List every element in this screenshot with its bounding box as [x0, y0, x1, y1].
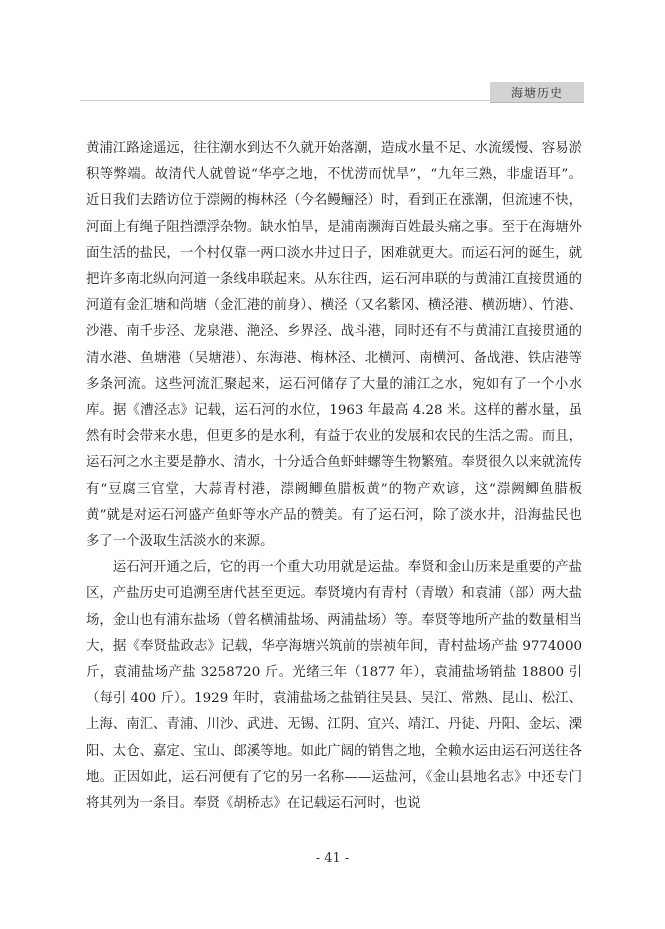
paragraph-1: 黄浦江路途遥远，往往潮水到达不久就开始落潮，造成水量不足、水流缓慢、容易淤积等弊端。故清代人就曾说“华亭之地，不忧涝而忧旱”，“九年三熟，非虚语耳”。近日我们去踏访位于漴阙的梅林泾（今名鳗鲡泾）时，看到正在涨潮，但流速不快，河面上有绳子阻挡漂浮杂物。缺水怕旱，是浦南濒海百姓最头痛之事。至于在海塘外面生活的盐民，一个村仅靠一两口淡水井过日子，困难就更大。而运石河的诞生，就把许多南北纵向河道一条线串联起来。从东往西，运石河串联的与黄浦江直接贯通的河道有金汇塘和尚塘（金汇港的前身）、横泾（又名紫冈、横泾港、横沥塘）、竹港、沙港、南千步泾、龙泉港、滟泾、乡界泾、战斗港，同时还有不与黄浦江直接贯通的清水港、鱼塘港（吴塘港）、东海港、梅林泾、北横河、南横河、备战港、铁店港等多条河流。这些河流汇聚起来，运石河储存了大量的浦江之水，宛如有了一个小水库。据《漕泾志》记载，运石河的水位，1963 年最高 4.28 米。这样的蓄水量，虽然有时会带来水患，但更多的是水利，有益于农业的发展和农民的生活之需。而且，运石河之水主要是静水、清水，十分适合鱼虾蚌螺等生物繁殖。奉贤很久以来就流传有“豆腐三官堂，大蒜青村港，漴阙鲫鱼腊板黄”的物产欢谚，这“漴阙鲫鱼腊板黄”就是对运石河盛产鱼虾等水产品的赞美。有了运石河，除了淡水井，沿海盐民也多了一个汲取生活淡水的来源。 [86, 141, 582, 550]
section-title-tab [490, 82, 584, 103]
page-number: - 41 - [315, 851, 350, 866]
body-text [86, 136, 582, 817]
paragraph-2: 运石河开通之后，它的再一个重大功用就是运盐。奉贤和金山历来是重要的产盐区，产盐历史可追溯至唐代甚至更远。奉贤境内有青村（青墩）和袁浦（部）两大盐场，金山也有浦东盐场（曾名横浦盐场、两浦盐场）等。奉贤等地所产盐的数量相当大，据《奉贤盐政志》记载，华亭海塘兴筑前的崇祯年间，青村盐场产盐 9774000 斤，袁浦盐场产盐 3258720 斤。光绪三年（1877 年），袁浦盐场销盐 18800 引（每引 400 斤）。1929 年时，袁浦盐场之盐销往吴县、吴江、常熟、昆山、松江、上海、南汇、青浦、川沙、武进、无锡、江阴、宜兴、靖江、丹徒、丹阳、金坛、溧阳、太仓、嘉定、宝山、郎溪等地。如此广阔的销售之地，全赖水运由运石河送往各地。正因如此，运石河便有了它的另一名称——运盐河，《金山县地名志》中还专门将其列为一条目。奉贤《胡桥志》在记载运石河时，也说 [86, 560, 582, 812]
section-title: 海塘历史 [510, 85, 563, 100]
